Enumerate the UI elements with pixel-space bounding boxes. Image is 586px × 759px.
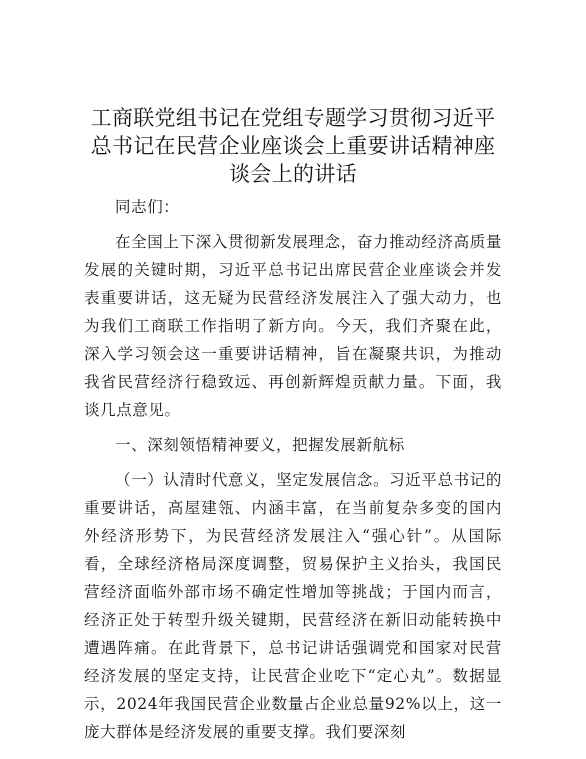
document-title: 工商联党组书记在党组专题学习贯彻习近平总书记在民营企业座谈会上重要讲话精神座谈会上的讲话	[90, 106, 496, 186]
salutation: 同志们：	[115, 198, 180, 216]
section-paragraph: （一）认清时代意义，坚定发展信念。习近平总书记的重要讲话，高屋建瓴、内涵丰富，在当前复杂多变的国内外经济形势下，为民营经济发展注入“强心针”。从国际看，全球经济格局深度调整，贸易保护主义抬头，我国民营经济面临外部市场不确定性增加等挑战；于国内而言，经济正处于转型升级关键期，民营经济在新旧动能转换中遭遇阵痛。在此背景下，总书记讲话强调党和国家对民营经济发展的坚定支持，让民营企业吃下“定心丸”。数据显示，2024年我国民营企业数量占企业总量92%以上，这一庞大群体是经济发展的重要支撑。我们要深刻	[84, 471, 502, 741]
section-heading: 一、深刻领悟精神要义，把握发展新航标	[115, 436, 405, 454]
intro-paragraph: 在全国上下深入贯彻新发展理念，奋力推动经济高质量发展的关键时期，习近平总书记出席民营企业座谈会并发表重要讲话，这无疑为民营经济发展注入了强大动力，也为我们工商联工作指明了新方向。今天，我们齐聚在此，深入学习领会这一重要讲话精神，旨在凝聚共识，为推动我省民营经济行稳致远、再创新辉煌贡献力量。下面，我谈几点意见。	[84, 233, 502, 419]
document-body	[84, 193, 502, 753]
